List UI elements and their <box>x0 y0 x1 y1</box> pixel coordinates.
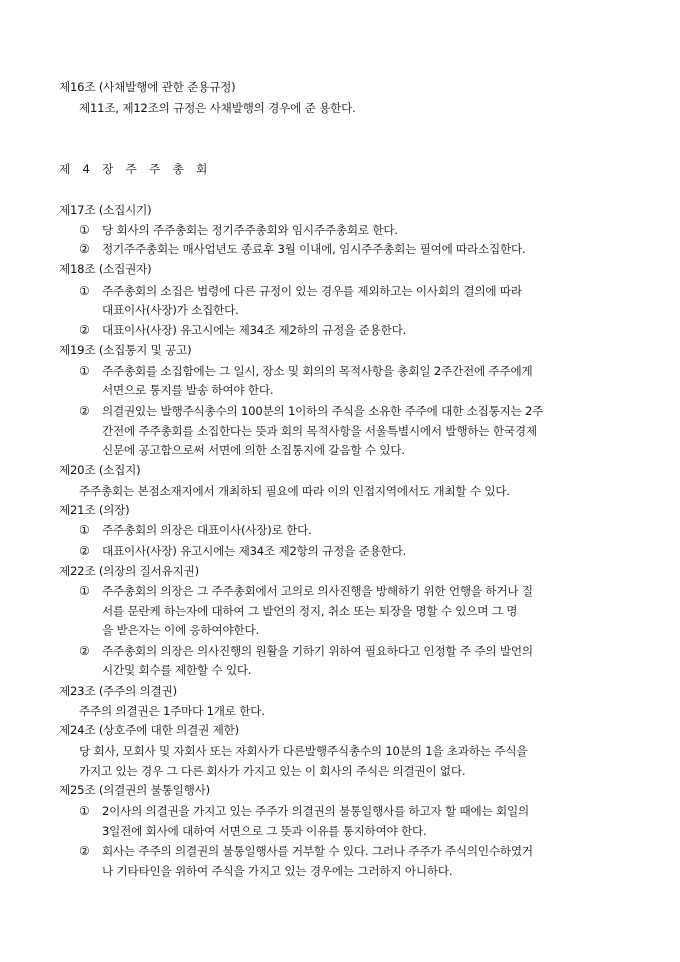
item-marker-2: ② <box>79 544 90 558</box>
article-19-item-2-line-3: 신문에 공고함으로써 서면에 의한 소집통지에 갈음할 수 있다. <box>102 443 405 457</box>
item-marker-2: ② <box>79 644 90 658</box>
article-21-item-1-line-1: 주주총회의 의장은 대표이사(사장)로 한다. <box>102 523 312 537</box>
item-marker-2: ② <box>79 844 90 858</box>
article-22-item-2-line-1: 주주총회의 의장은 의사진행의 원활을 기하기 위하여 필요하다고 인정할 주 주의 발언의 <box>102 644 533 658</box>
article-18-item-2-line-1: 대표이사(사장) 유고시에는 제34조 제2하의 규정을 준용한다. <box>102 323 407 337</box>
article-25-item-1-line-2: 3일전에 회사에 대하여 서면으로 그 뜻과 이유를 통지하여야 한다. <box>102 824 427 838</box>
item-marker-1: ① <box>79 364 90 378</box>
article-23-body: 주주의 의결권은 1주마다 1개로 한다. <box>79 704 265 718</box>
item-marker-1: ① <box>79 284 90 298</box>
article-16-heading: 제16조 (사채발행에 관한 준용규정) <box>59 80 236 94</box>
item-marker-1: ① <box>79 523 90 537</box>
item-marker-1: ① <box>79 584 90 598</box>
article-19-item-1-line-2: 서면으로 통지를 발송 하여야 한다. <box>102 383 274 397</box>
article-20-body: 주주총회는 본점소재지에서 개최하되 필요에 따라 이의 인접지역에서도 개최할 수 있다. <box>79 484 510 498</box>
article-20-heading: 제20조 (소집지) <box>59 463 141 477</box>
item-marker-2: ② <box>79 242 90 256</box>
article-25-item-2-line-2: 나 기타타인을 위하여 주식을 가지고 있는 경우에는 그러하지 아니하다. <box>102 864 453 878</box>
article-24-line-1: 당 회사, 모회사 및 자회사 또는 자회사가 다른발행주식총수의 10분의 1을 초과하는 주식을 <box>79 744 528 758</box>
article-19-item-2-line-2: 간전에 주주총회를 소집한다는 뜻과 회의 목적사항을 서울특별시에서 발행하는 한국경제 <box>102 424 537 438</box>
article-18-heading: 제18조 (소집권자) <box>59 262 152 276</box>
article-25-item-2-line-1: 회사는 주주의 의결권의 불통일행사를 거부할 수 있다. 그러나 주주가 주식의인수하였거 <box>102 844 533 858</box>
item-marker-1: ① <box>79 223 90 237</box>
article-22-heading: 제22조 (의장의 질서유지권) <box>59 564 199 578</box>
item-marker-1: ① <box>79 804 90 818</box>
article-22-item-1-line-2: 서를 문란케 하는자에 대하여 그 발언의 정지, 취소 또는 퇴장을 명할 수 있으며 그 명 <box>102 604 518 618</box>
chapter-4-heading: 제 4 장 주 주 총 회 <box>59 162 208 176</box>
article-18-item-1-line-1: 주주총회의 소집은 법령에 다른 규정이 있는 경우를 제외하고는 이사회의 결의에 따라 <box>102 284 522 298</box>
article-17-heading: 제17조 (소집시기) <box>59 203 152 217</box>
article-22-item-2-line-2: 시간및 회수를 제한할 수 있다. <box>102 663 252 677</box>
article-23-heading: 제23조 (주주의 의결권) <box>59 684 177 698</box>
article-25-heading: 제25조 (의결권의 불통일행사) <box>59 783 210 797</box>
article-24-line-2: 가지고 있는 경우 그 다른 회사가 가지고 있는 이 회사의 주식은 의결권이 없다. <box>79 764 466 778</box>
item-marker-2: ② <box>79 404 90 418</box>
article-19-heading: 제19조 (소집통지 및 공고) <box>59 343 192 357</box>
item-marker-2: ② <box>79 323 90 337</box>
article-25-item-1-line-1: 2이사의 의결권을 가지고 있는 주주가 의결권의 불통일행사를 하고자 할 때에는 회일의 <box>102 804 530 818</box>
article-21-heading: 제21조 (의장) <box>59 503 130 517</box>
article-24-heading: 제24조 (상호주에 대한 의결권 제한) <box>59 723 239 737</box>
article-16-body: 제11조, 제12조의 규정은 사채발행의 경우에 준 용한다. <box>79 101 356 115</box>
article-17-item-2-line-1: 정기주주총회는 매사업년도 종료후 3월 이내에, 임시주주총회는 필여에 따라소집한다. <box>102 242 526 256</box>
article-21-item-2-line-1: 대표이사(사장) 유고시에는 제34조 제2항의 규정을 준용한다. <box>102 544 407 558</box>
article-22-item-1-line-3: 을 받은자는 이에 응하여야한다. <box>102 623 259 637</box>
article-17-item-1-line-1: 당 회사의 주주총회는 정기주주총회와 임시주주총회로 한다. <box>102 223 398 237</box>
article-22-item-1-line-1: 주주총회의 의장은 그 주주총회에서 고의로 의사진행을 방해하기 위한 언행을 하거나 질 <box>102 584 533 598</box>
article-18-item-1-line-2: 대표이사(사장)가 소집한다. <box>102 303 239 317</box>
article-19-item-1-line-1: 주주총회를 소집함에는 그 일시, 장소 및 회의의 목적사항을 총회일 2주간전에 주주에게 <box>102 364 533 378</box>
article-19-item-2-line-1: 의결권있는 발행주식총수의 100분의 1이하의 주식을 소유한 주주에 대한 소집통지는 2주 <box>102 404 544 418</box>
